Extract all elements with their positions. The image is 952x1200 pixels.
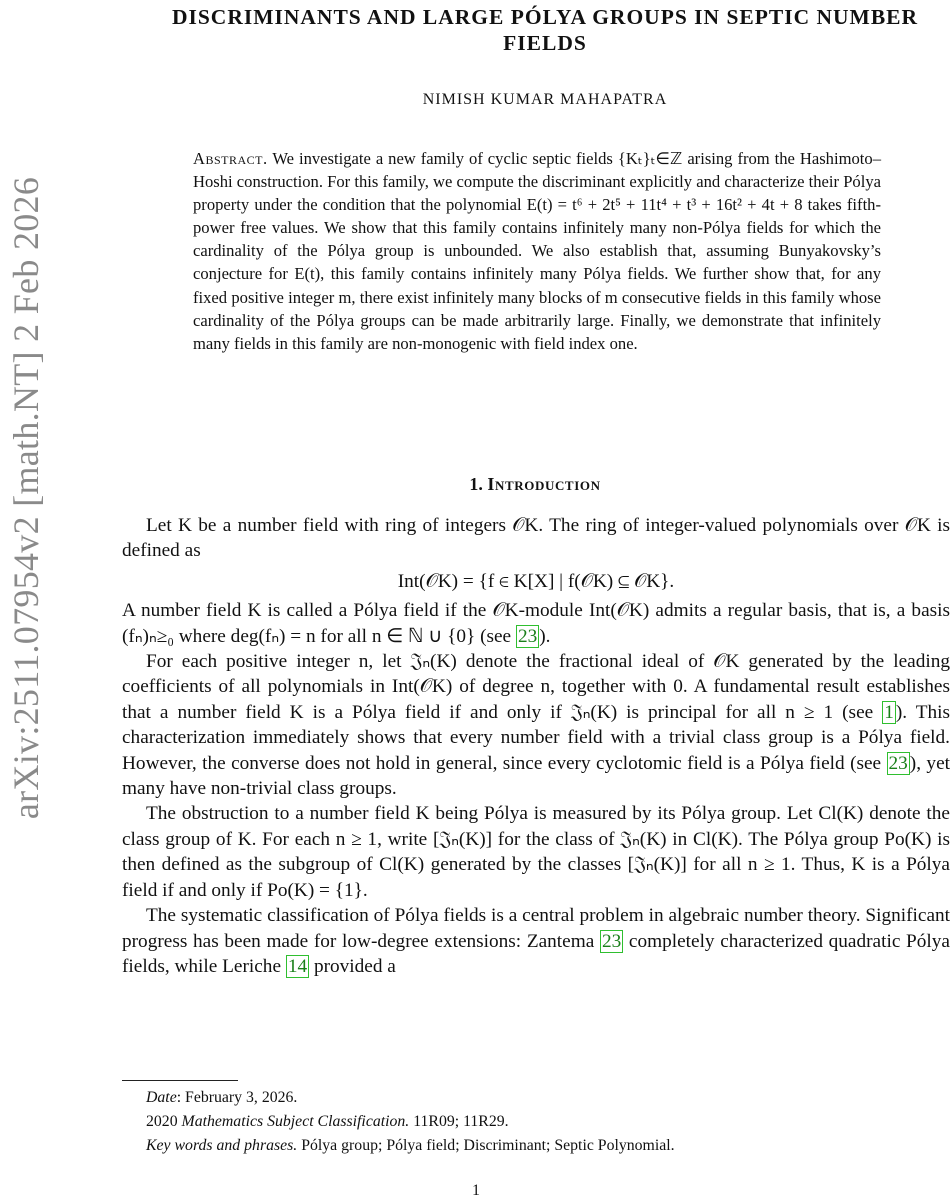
section-heading <box>120 474 950 495</box>
section-title: Introduction <box>487 474 601 494</box>
footnote-date <box>146 1086 936 1110</box>
footnote-msc-prefix: 2020 <box>146 1113 182 1130</box>
abstract-text: We investigate a new family of cyclic septic fields {Kₜ}ₜ∈ℤ arising from the Hashimoto–Hoshi construction. For this family, we compute the discriminant explicitly and characterize their Pólya property under the condition that the polynomial E(t) = t⁶ + 2t⁵ + 11t⁴ + t³ + 16t² + 4t + 8 takes fifth-power free values. We show that this family contains infinitely many non-Pólya fields for which the cardinality of the Pólya group is unbounded. We also establish that, assuming Bunyakovsky’s conjecture for E(t), this family contains infinitely many Pólya fields. We further show that, for any fixed positive integer m, there exist infinitely many blocks of m consecutive fields in this family whose cardinality of the Pólya groups can be made arbitrarily large. Finally, we demonstrate that infinitely many fields in this family are non-monogenic with field index one. <box>193 149 882 353</box>
paper-title: DISCRIMINANTS AND LARGE PÓLYA GROUPS IN SEPTIC NUMBER FIELDS <box>171 5 919 55</box>
paragraph-1: Let K be a number field with ring of integers 𝒪K. The ring of integer-valued polynomials over 𝒪K is defined as <box>122 515 950 562</box>
footnote-msc-label: Mathematics Subject Classification. <box>181 1113 410 1130</box>
citation-link-23-second[interactable]: 23 <box>888 752 908 774</box>
citation-link-23[interactable]: 23 <box>517 625 538 647</box>
paragraph-2-end: ). <box>539 625 551 647</box>
citation-link-1[interactable]: 1 <box>884 701 894 723</box>
paragraph-3-text-c: ), yet many have non-trivial class groups. <box>122 752 950 800</box>
footnote-keywords-label: Key words and phrases. <box>146 1137 298 1154</box>
footnote-msc <box>146 1110 936 1134</box>
section-number: 1. <box>469 474 483 494</box>
paragraph-5-text-b: completely characterized quadratic Pólya fields, while Leriche <box>122 930 950 977</box>
author-name: NIMISH KUMAR MAHAPATRA <box>422 91 668 108</box>
footnote-rule <box>122 1080 238 1081</box>
paragraph-5-text-a: The systematic classification of Pólya fields is a central problem in algebraic number theory. Significant progress has been made for low-degree extensions: Zantema <box>122 905 950 952</box>
abstract <box>193 147 881 355</box>
paragraph-4: The obstruction to a number field K being Pólya is measured by its Pólya group. Let Cl(K) denote the class group of K. For each n ≥ 1, write [𝔍ₙ(K)] for the class of 𝔍ₙ(K) in Cl(K). The Pólya group Po(K) is then defined as the subgroup of Cl(K) generated by the classes [𝔍ₙ(K)] for all n ≥ 1. Thus, K is a Pólya field if and only if Po(K) = {1}. <box>122 803 950 901</box>
abstract-label: Abstract. <box>193 149 268 168</box>
arxiv-stamp-text: arXiv:2511.07954v2 [math.NT] 2 Feb 2026 <box>6 176 46 820</box>
page-number: 1 <box>472 1182 480 1199</box>
paragraph-2 <box>122 598 950 649</box>
footnote-date-value: : February 3, 2026. <box>176 1089 298 1106</box>
paragraph-3-text-a: For each positive integer n, let 𝔍ₙ(K) denote the fractional ideal of 𝒪K generated by the leading coefficients of all polynomials in Int(𝒪K) of degree n, together with 0. A fundamental result establishes that a number field K is a Pólya field if and only if 𝔍ₙ(K) is principal for all n ≥ 1 (see <box>122 651 950 723</box>
paragraph-3-text-b: ). This characterization immediately shows that every number field with a trivial class group is a Pólya field. However, the converse does not hold in general, since every cyclotomic field is a Pólya field (see <box>122 701 950 774</box>
paragraph-3 <box>122 649 950 801</box>
arxiv-stamp <box>6 108 46 888</box>
citation-link-23-third[interactable]: 23 <box>601 930 622 952</box>
footnote-msc-value: 11R09; 11R29. <box>409 1113 509 1130</box>
footnote-date-label: Date <box>146 1089 177 1106</box>
paragraph-2-text: A number field K is called a Pólya field if the 𝒪K-module Int(𝒪K) admits a regular basis, that is, a basis (fₙ)ₙ≥₀ where deg(fₙ) = n for all n ∈ ℕ ∪ {0} (see <box>122 600 950 647</box>
footnote-keywords-value: Pólya group; Pólya field; Discriminant; Septic Polynomial. <box>297 1137 675 1154</box>
display-equation: Int(𝒪K) = {f ∈ K[X] | f(𝒪K) ⊆ 𝒪K}. <box>397 570 675 592</box>
paragraph-5 <box>122 903 950 979</box>
paragraph-5-text-c: provided a <box>313 955 396 977</box>
body-text <box>122 513 950 979</box>
citation-link-14[interactable]: 14 <box>287 955 308 977</box>
footnotes <box>146 1086 936 1158</box>
footnote-keywords <box>146 1134 936 1158</box>
